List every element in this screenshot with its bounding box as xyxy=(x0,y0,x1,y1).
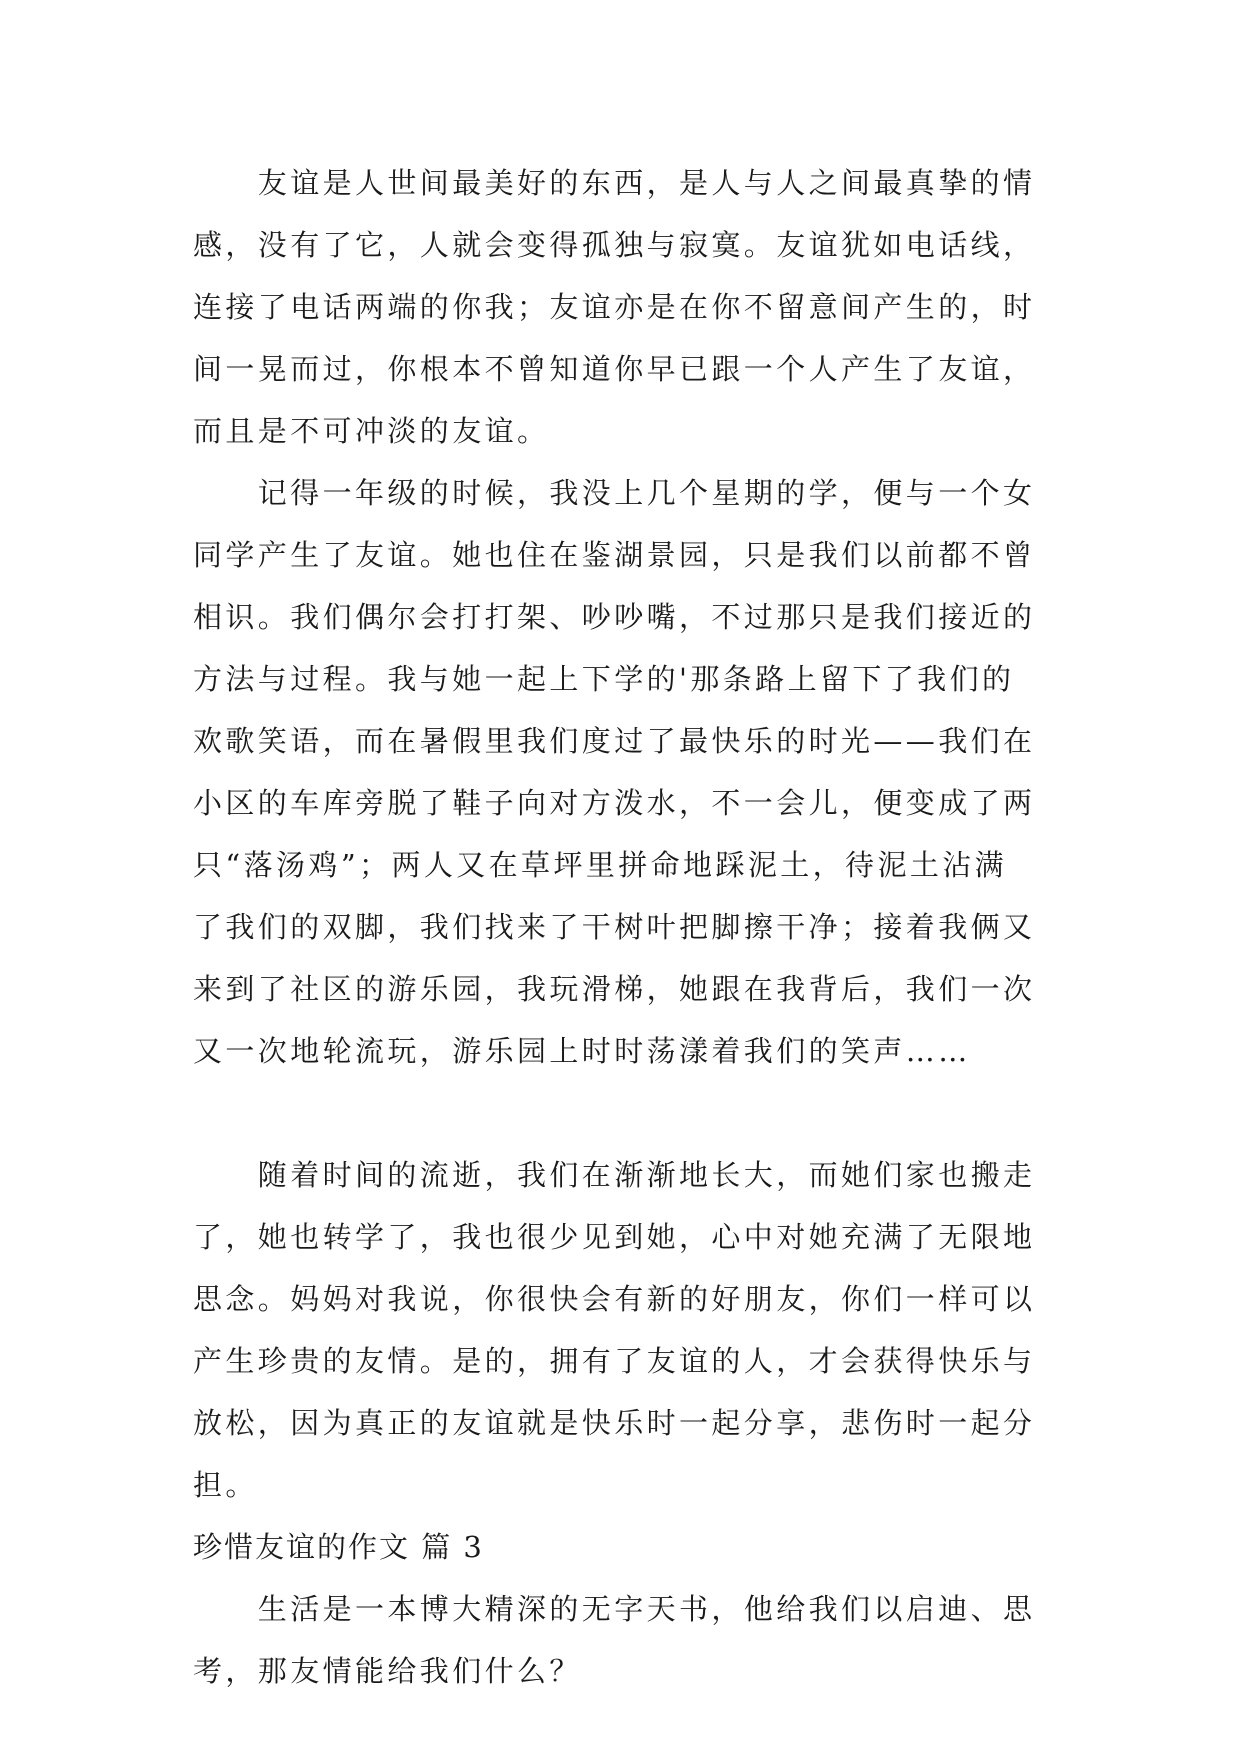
text-line xyxy=(193,1082,1055,1144)
text-line: 了我们的双脚，我们找来了干树叶把脚擦干净；接着我俩又 xyxy=(193,910,1036,944)
text-line: 放松，因为真正的友谊就是快乐时一起分享，悲伤时一起分 xyxy=(193,1406,1036,1440)
text-line: 担。 xyxy=(193,1468,258,1502)
text-line: 友谊是人世间最美好的东西，是人与人之间最真挚的情 xyxy=(193,166,1036,200)
text-line: 生活是一本博大精深的无字天书，他给我们以启迪、思 xyxy=(193,1592,1036,1626)
text-line: 来到了社区的游乐园，我玩滑梯，她跟在我背后，我们一次 xyxy=(193,972,1036,1006)
text-line: 思念。妈妈对我说，你很快会有新的好朋友，你们一样可以 xyxy=(193,1282,1036,1316)
text-line: 相识。我们偶尔会打打架、吵吵嘴，不过那只是我们接近的 xyxy=(193,600,1036,634)
paragraph-2 xyxy=(193,462,1055,1144)
text-line: 记得一年级的时候，我没上几个星期的学，便与一个女 xyxy=(193,476,1036,510)
text-line: 产生珍贵的友情。是的，拥有了友谊的人，才会获得快乐与 xyxy=(193,1344,1036,1378)
text-line: 感，没有了它，人就会变得孤独与寂寞。友谊犹如电话线， xyxy=(193,228,1036,262)
text-line: 欢歌笑语，而在暑假里我们度过了最快乐的时光——我们在 xyxy=(193,724,1036,758)
text-line: 只“落汤鸡”；两人又在草坪里拼命地踩泥土，待泥土沾满 xyxy=(193,848,1008,882)
text-line: 又一次地轮流玩，游乐园上时时荡漾着我们的笑声…… xyxy=(193,1034,971,1068)
text-line: 随着时间的流逝，我们在渐渐地长大，而她们家也搬走 xyxy=(193,1158,1036,1192)
text-line: 方法与过程。我与她一起上下学的'那条路上留下了我们的 xyxy=(193,662,1015,696)
text-line: 连接了电话两端的你我；友谊亦是在你不留意间产生的，时 xyxy=(193,290,1036,324)
section-heading: 珍惜友谊的作文 篇 3 xyxy=(193,1530,484,1564)
text-line: 考，那友情能给我们什么？ xyxy=(193,1654,582,1688)
paragraph-3 xyxy=(193,1144,1055,1516)
text-line: 小区的车库旁脱了鞋子向对方泼水，不一会儿，便变成了两 xyxy=(193,786,1036,820)
document-page xyxy=(193,152,1055,1702)
paragraph-4 xyxy=(193,1578,1055,1702)
text-line: 而且是不可冲淡的友谊。 xyxy=(193,414,550,448)
text-line: 了，她也转学了，我也很少见到她，心中对她充满了无限地 xyxy=(193,1220,1036,1254)
paragraph-1 xyxy=(193,152,1055,462)
text-line: 间一晃而过，你根本不曾知道你早已跟一个人产生了友谊， xyxy=(193,352,1036,386)
text-line: 同学产生了友谊。她也住在鉴湖景园，只是我们以前都不曾 xyxy=(193,538,1036,572)
